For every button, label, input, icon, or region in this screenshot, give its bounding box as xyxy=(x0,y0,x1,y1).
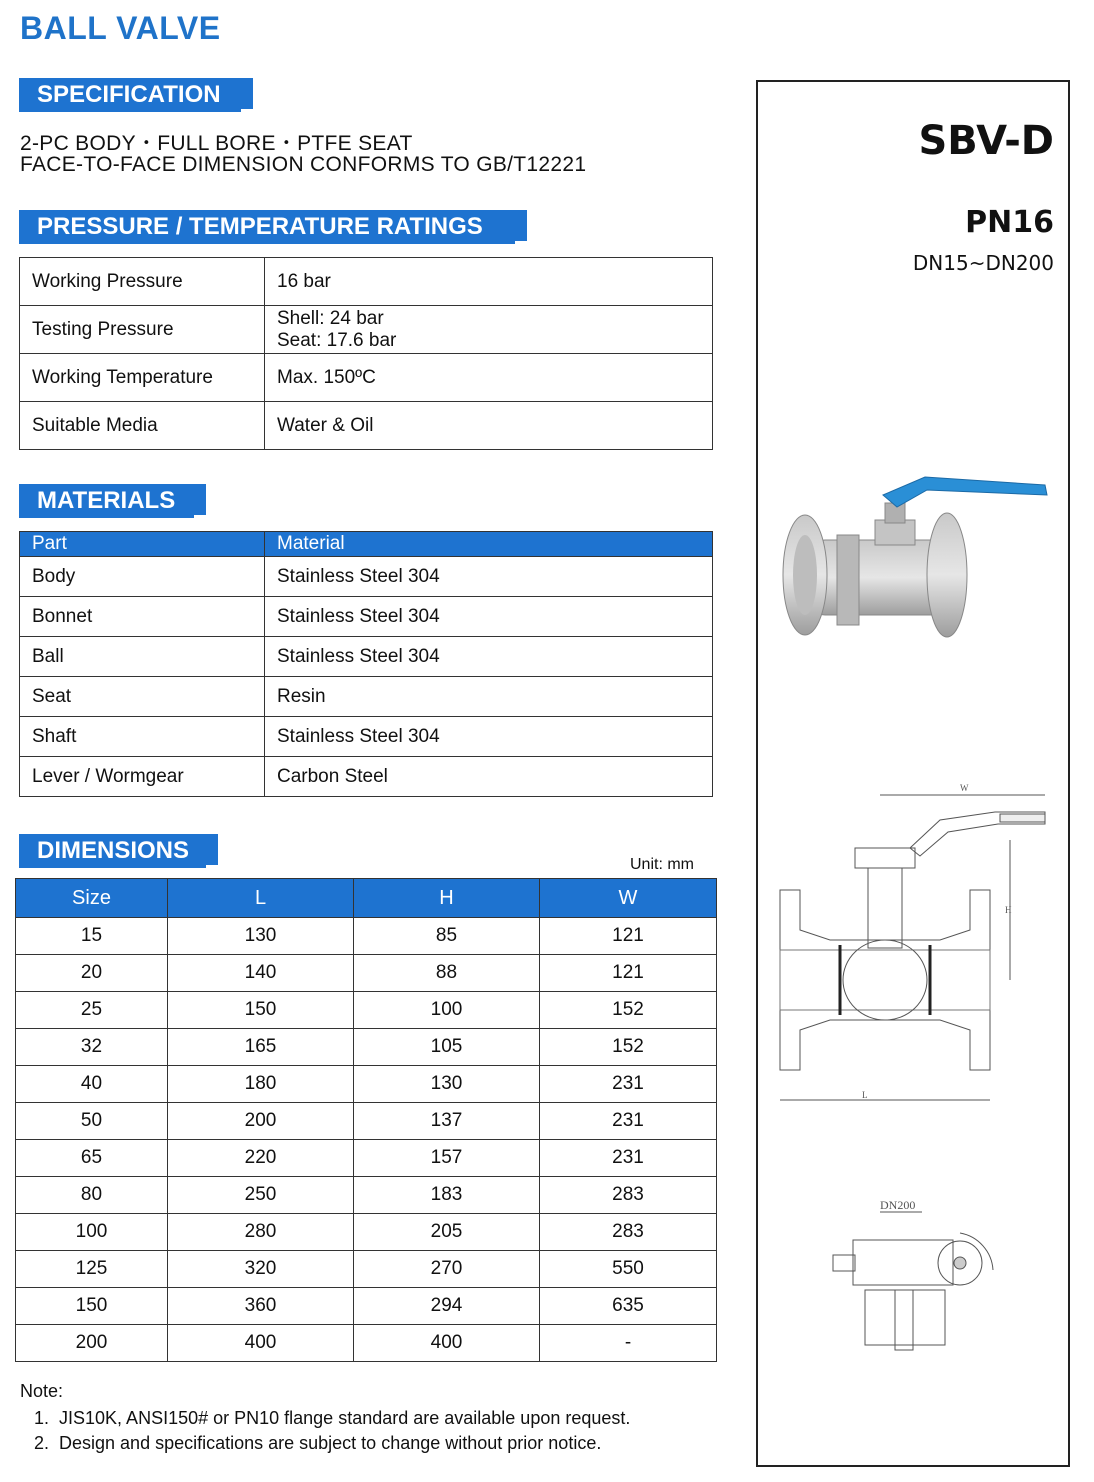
l-cell: 180 xyxy=(168,1066,354,1103)
table-row xyxy=(16,1177,717,1214)
l-cell: 250 xyxy=(168,1177,354,1214)
size-cell: 65 xyxy=(16,1140,168,1177)
column-header-l: L xyxy=(168,879,354,918)
w-cell: 121 xyxy=(540,918,717,955)
dimensions-table xyxy=(15,878,717,1362)
w-cell: 283 xyxy=(540,1177,717,1214)
l-cell: 360 xyxy=(168,1288,354,1325)
ratings-value: Max. 150ºC xyxy=(265,354,713,402)
column-header-h: H xyxy=(354,879,540,918)
size-cell: 40 xyxy=(16,1066,168,1103)
w-cell: 635 xyxy=(540,1288,717,1325)
column-header-size: Size xyxy=(16,879,168,918)
unit-label: Unit: mm xyxy=(630,856,694,873)
ratings-table xyxy=(19,257,713,450)
h-cell: 183 xyxy=(354,1177,540,1214)
part-cell: Ball xyxy=(20,637,265,677)
part-cell: Seat xyxy=(20,677,265,717)
table-row xyxy=(16,1288,717,1325)
valve-section-drawing xyxy=(770,780,1060,1110)
ratings-value-line: Shell: 24 bar xyxy=(277,307,384,329)
size-cell: 150 xyxy=(16,1288,168,1325)
size-cell: 200 xyxy=(16,1325,168,1362)
table-row xyxy=(16,1066,717,1103)
dimension-label-l: L xyxy=(862,1090,868,1100)
pressure-class: PN16 xyxy=(965,205,1054,240)
materials-heading: MATERIALS xyxy=(19,484,206,518)
page-title: BALL VALVE xyxy=(20,10,221,46)
l-cell: 200 xyxy=(168,1103,354,1140)
w-cell: 152 xyxy=(540,1029,717,1066)
table-row xyxy=(20,354,713,402)
ratings-value xyxy=(265,306,713,354)
table-row xyxy=(16,1251,717,1288)
dimensions-heading: DIMENSIONS xyxy=(19,834,218,868)
ratings-value-line: Seat: 17.6 bar xyxy=(277,329,397,351)
w-cell: 121 xyxy=(540,955,717,992)
table-header-row xyxy=(20,532,713,557)
w-cell: - xyxy=(540,1325,717,1362)
note-text: JIS10K, ANSI150# or PN10 flange standard are available upon request. xyxy=(59,1408,631,1428)
dimension-label-w: W xyxy=(960,783,969,793)
material-cell: Resin xyxy=(265,677,713,717)
material-cell: Carbon Steel xyxy=(265,757,713,797)
wormgear-drawing xyxy=(825,1195,1005,1355)
ratings-value: 16 bar xyxy=(265,258,713,306)
size-cell: 80 xyxy=(16,1177,168,1214)
w-cell: 231 xyxy=(540,1066,717,1103)
l-cell: 220 xyxy=(168,1140,354,1177)
note-number: 1. xyxy=(34,1408,60,1428)
l-cell: 400 xyxy=(168,1325,354,1362)
material-cell: Stainless Steel 304 xyxy=(265,597,713,637)
table-row xyxy=(20,677,713,717)
w-cell: 231 xyxy=(540,1103,717,1140)
l-cell: 130 xyxy=(168,918,354,955)
note-item-2 xyxy=(34,1433,601,1454)
size-cell: 100 xyxy=(16,1214,168,1251)
ratings-value: Water & Oil xyxy=(265,402,713,450)
l-cell: 140 xyxy=(168,955,354,992)
h-cell: 88 xyxy=(354,955,540,992)
table-row xyxy=(20,258,713,306)
table-row xyxy=(16,918,717,955)
table-row xyxy=(20,597,713,637)
l-cell: 150 xyxy=(168,992,354,1029)
h-cell: 294 xyxy=(354,1288,540,1325)
size-cell: 32 xyxy=(16,1029,168,1066)
l-cell: 280 xyxy=(168,1214,354,1251)
size-cell: 15 xyxy=(16,918,168,955)
size-range: DN15~DN200 xyxy=(912,251,1054,275)
size-cell: 125 xyxy=(16,1251,168,1288)
part-cell: Lever / Wormgear xyxy=(20,757,265,797)
size-cell: 25 xyxy=(16,992,168,1029)
w-cell: 283 xyxy=(540,1214,717,1251)
table-row xyxy=(16,1325,717,1362)
table-row xyxy=(20,757,713,797)
size-cell: 20 xyxy=(16,955,168,992)
h-cell: 130 xyxy=(354,1066,540,1103)
column-header-w: W xyxy=(540,879,717,918)
table-row xyxy=(16,1029,717,1066)
spec-line-2: FACE-TO-FACE DIMENSION CONFORMS TO GB/T12221 xyxy=(20,153,587,176)
part-cell: Bonnet xyxy=(20,597,265,637)
notes-heading: Note: xyxy=(20,1381,64,1401)
wormgear-label: DN200 xyxy=(880,1198,916,1212)
part-cell: Body xyxy=(20,557,265,597)
table-row xyxy=(20,557,713,597)
dimension-label-h: H xyxy=(1005,905,1012,915)
h-cell: 137 xyxy=(354,1103,540,1140)
h-cell: 100 xyxy=(354,992,540,1029)
h-cell: 205 xyxy=(354,1214,540,1251)
ball-valve-photo xyxy=(775,465,1055,665)
ratings-heading: PRESSURE / TEMPERATURE RATINGS xyxy=(19,210,527,244)
model-name: SBV-D xyxy=(918,118,1054,164)
column-header-material: Material xyxy=(265,532,713,557)
note-number: 2. xyxy=(34,1433,60,1453)
l-cell: 320 xyxy=(168,1251,354,1288)
table-row xyxy=(20,637,713,677)
table-row xyxy=(16,1140,717,1177)
w-cell: 152 xyxy=(540,992,717,1029)
h-cell: 105 xyxy=(354,1029,540,1066)
ratings-label: Testing Pressure xyxy=(20,306,265,354)
ratings-label: Suitable Media xyxy=(20,402,265,450)
h-cell: 400 xyxy=(354,1325,540,1362)
h-cell: 270 xyxy=(354,1251,540,1288)
table-row xyxy=(16,1214,717,1251)
specification-heading: SPECIFICATION xyxy=(19,78,253,112)
material-cell: Stainless Steel 304 xyxy=(265,717,713,757)
table-header-row xyxy=(16,879,717,918)
part-cell: Shaft xyxy=(20,717,265,757)
spec-line-1: 2-PC BODY・FULL BORE・PTFE SEAT xyxy=(20,132,413,155)
ratings-label: Working Pressure xyxy=(20,258,265,306)
note-item-1 xyxy=(34,1408,630,1429)
material-cell: Stainless Steel 304 xyxy=(265,557,713,597)
w-cell: 550 xyxy=(540,1251,717,1288)
table-row xyxy=(20,402,713,450)
w-cell: 231 xyxy=(540,1140,717,1177)
size-cell: 50 xyxy=(16,1103,168,1140)
table-row xyxy=(16,955,717,992)
column-header-part: Part xyxy=(20,532,265,557)
note-text: Design and specifications are subject to change without prior notice. xyxy=(59,1433,602,1453)
table-row xyxy=(16,992,717,1029)
material-cell: Stainless Steel 304 xyxy=(265,637,713,677)
table-row xyxy=(20,306,713,354)
ratings-label: Working Temperature xyxy=(20,354,265,402)
materials-table xyxy=(19,531,713,797)
h-cell: 85 xyxy=(354,918,540,955)
table-row xyxy=(16,1103,717,1140)
h-cell: 157 xyxy=(354,1140,540,1177)
table-row xyxy=(20,717,713,757)
l-cell: 165 xyxy=(168,1029,354,1066)
